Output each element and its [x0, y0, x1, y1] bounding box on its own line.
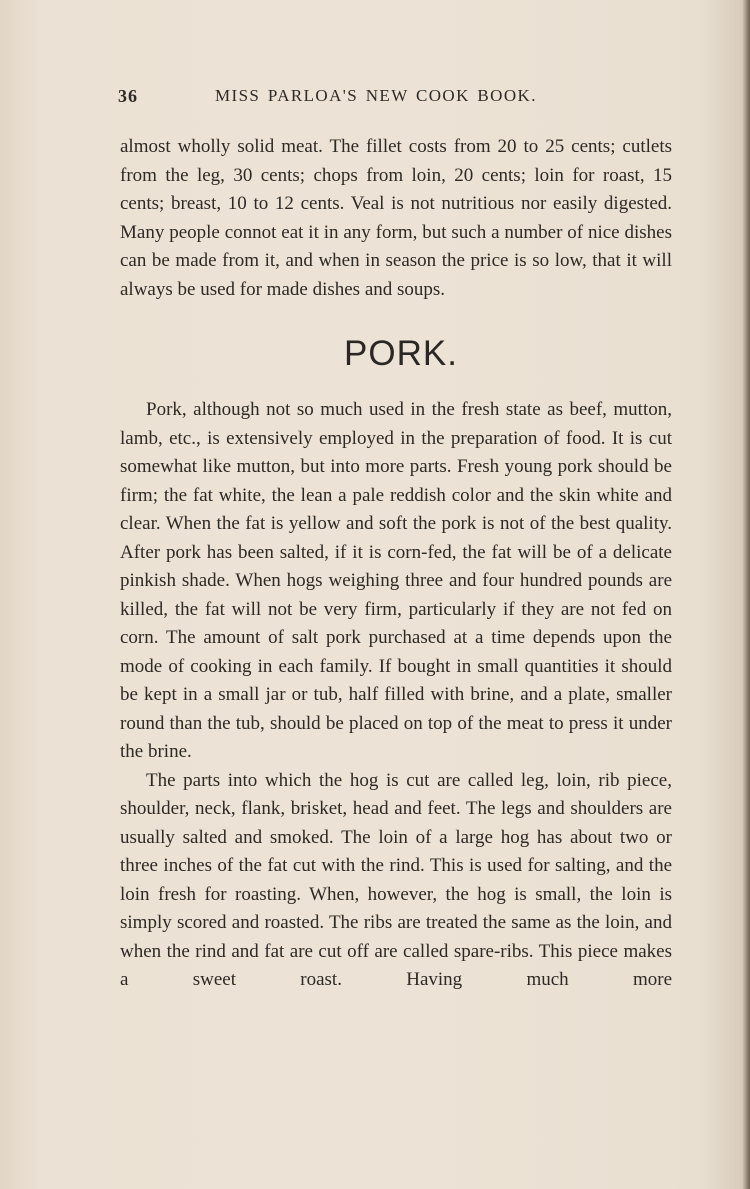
intro-paragraph: almost wholly solid meat. The fillet costs from 20 to 25 cents; cutlets from the leg, 30 cents; chops from loin, 20 cents; loin for roast, 15 cents; breast, 10 to 12 cents. Veal is not nutritious nor easily digested. Many people connot eat it in any form, but such a number of nice dishes can be made from it, and when in season the price is so low, that it will always be used for made dishes and soups. — [120, 136, 672, 300]
page-header — [118, 86, 670, 110]
section-heading: PORK. — [344, 334, 458, 373]
page-number: 36 — [118, 86, 138, 106]
paragraph-pork-cuts: The parts into which the hog is cut are called leg, loin, rib piece, shoulder, neck, flank, brisket, head and feet. The legs and shoulders are usually salted and smoked. The loin of a large hog has about two or three inches of the fat cut with the rind. This is used for salting, and the loin fresh for roasting. When, however, the hog is small, the loin is simply scored and roasted. The ribs are treated the same as the loin, and when the rind and fat are cut off are called spare-ribs. This piece makes a sweet roast. Having much more — [120, 769, 672, 990]
running-title: MISS PARLOA'S NEW COOK BOOK. — [215, 86, 537, 105]
page-body — [120, 133, 672, 995]
paragraph-pork-intro: Pork, although not so much used in the fresh state as beef, mutton, lamb, etc., is extensively employed in the preparation of food. It is cut somewhat like mutton, but into more parts. Fresh young pork should be firm; the fat white, the lean a pale reddish color and the skin white and clear. When the fat is yellow and soft the pork is not of the best quality. After pork has been salted, if it is corn-fed, the fat will be of a delicate pinkish shade. When hogs weighing three and four hundred pounds are killed, the fat will not be very firm, particularly if they are not fed on corn. The amount of salt pork purchased at a time depends upon the mode of cooking in each family. If bought in small quantities it should be kept in a small jar or tub, half filled with brine, and a plate, smaller round than the tub, should be placed on top of the meat to press it under the brine. — [120, 399, 672, 762]
